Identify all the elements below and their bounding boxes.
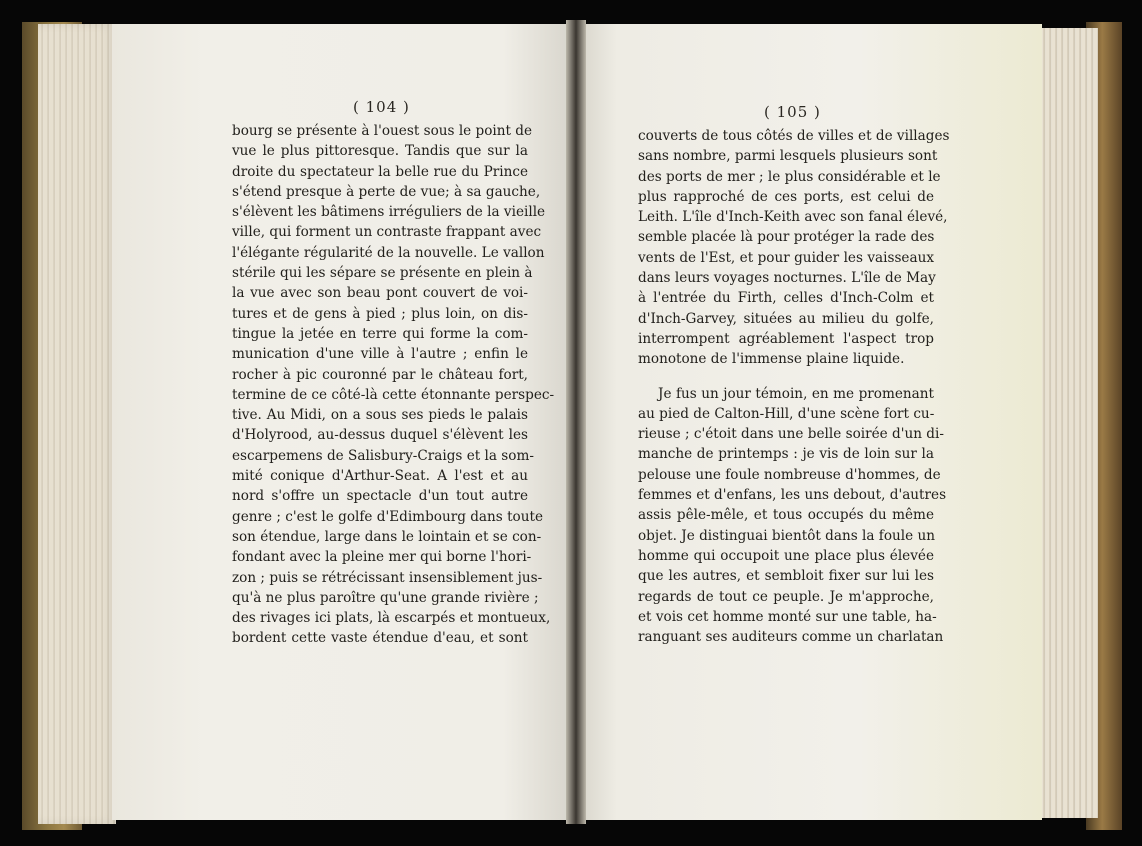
left-page-text bbox=[232, 121, 555, 649]
text-line: l'élégante régularité de la nouvelle. Le vallon bbox=[232, 244, 545, 261]
text-line: son étendue, large dans le lointain et se con- bbox=[232, 528, 542, 545]
right-page-edges bbox=[1034, 28, 1098, 818]
text-line: qu'à ne plus paroître qu'une grande rivière ; bbox=[232, 589, 539, 606]
text-line: et vois cet homme monté sur une table, ha- bbox=[638, 608, 937, 625]
text-line: d'Holyrood, au-dessus duquel s'élèvent les bbox=[232, 427, 528, 444]
text-line: d'Inch-Garvey, situées au milieu du golfe, bbox=[638, 310, 934, 327]
text-line: sans nombre, parmi lesquels plusieurs sont bbox=[638, 148, 938, 165]
text-line: escarpemens de Salisbury-Craigs et la som- bbox=[232, 447, 534, 464]
text-line: plus rapproché de ces ports, est celui de bbox=[638, 188, 934, 205]
text-line: manche de printemps : je vis de loin sur la bbox=[638, 446, 934, 463]
left-page-number: ( 104 ) bbox=[353, 98, 410, 116]
text-line: à l'entrée du Firth, celles d'Inch-Colm et bbox=[638, 290, 934, 307]
text-line: nord s'offre un spectacle d'un tout autre bbox=[232, 488, 528, 505]
text-line: femmes et d'enfans, les uns debout, d'autres bbox=[638, 487, 947, 504]
text-line: termine de ce côté-là cette étonnante perspec- bbox=[232, 386, 555, 403]
text-line: objet. Je distinguai bientôt dans la foule un bbox=[638, 527, 935, 544]
text-line: la vue avec son beau pont couvert de voi- bbox=[232, 285, 528, 302]
text-line: Je fus un jour témoin, en me promenant bbox=[658, 385, 934, 402]
book-gutter bbox=[566, 20, 586, 824]
text-line: s'étend presque à perte de vue; à sa gauche, bbox=[232, 183, 541, 200]
text-line: que les autres, et sembloit fixer sur lui les bbox=[638, 568, 934, 585]
text-line: homme qui occupoit une place plus élevée bbox=[638, 547, 934, 564]
text-line: vue le plus pittoresque. Tandis que sur la bbox=[232, 143, 528, 160]
text-line: assis pêle-mêle, et tous occupés du même bbox=[638, 507, 934, 524]
text-line: ville, qui forment un contraste frappant avec bbox=[232, 224, 542, 241]
text-line: s'élèvent les bâtimens irréguliers de la vieille bbox=[232, 204, 546, 221]
text-line: munication d'une ville à l'autre ; enfin le bbox=[232, 346, 528, 363]
text-line: rieuse ; c'étoit dans une belle soirée d'un di- bbox=[638, 426, 944, 443]
text-line: mité conique d'Arthur-Seat. A l'est et au bbox=[232, 468, 528, 485]
text-line: semble placée là pour protéger la rade des bbox=[638, 229, 935, 246]
text-line: interrompent agréablement l'aspect trop bbox=[638, 330, 934, 347]
text-line: bordent cette vaste étendue d'eau, et sont bbox=[232, 630, 528, 647]
text-line: droite du spectateur la belle rue du Prince bbox=[232, 163, 528, 180]
text-line: vents de l'Est, et pour guider les vaisseaux bbox=[638, 249, 934, 266]
text-line: dans leurs voyages nocturnes. L'île de May bbox=[638, 270, 936, 287]
left-page-edges bbox=[38, 24, 116, 824]
text-line: stérile qui les sépare se présente en plein à bbox=[232, 265, 533, 282]
text-line: fondant avec la pleine mer qui borne l'hori- bbox=[232, 549, 532, 566]
text-line: couverts de tous côtés de villes et de villages bbox=[638, 128, 950, 144]
text-line: pelouse une foule nombreuse d'hommes, de bbox=[638, 466, 941, 483]
text-line: Leith. L'île d'Inch-Keith avec son fanal élevé, bbox=[638, 209, 948, 226]
paragraph-gap bbox=[638, 370, 934, 384]
text-line: au pied de Calton-Hill, d'une scène fort cu- bbox=[638, 405, 935, 422]
text-line: genre ; c'est le golfe d'Edimbourg dans toute bbox=[232, 508, 543, 525]
text-line: rocher à pic couronné par le château fort, bbox=[232, 366, 528, 383]
text-line: bourg se présente à l'ouest sous le point de bbox=[232, 123, 533, 139]
text-line: des ports de mer ; le plus considérable et le bbox=[638, 168, 941, 185]
text-line: regards de tout ce peuple. Je m'approche, bbox=[638, 588, 934, 605]
text-line: tive. Au Midi, on a sous ses pieds le palais bbox=[232, 407, 528, 424]
right-page-text bbox=[638, 126, 950, 647]
text-line: tures et de gens à pied ; plus loin, on dis- bbox=[232, 305, 528, 322]
right-page-number: ( 105 ) bbox=[764, 103, 821, 121]
text-line: des rivages ici plats, là escarpés et montueux, bbox=[232, 610, 551, 627]
text-line: monotone de l'immense plaine liquide. bbox=[638, 351, 905, 368]
text-line: zon ; puis se rétrécissant insensiblement jus- bbox=[232, 569, 543, 586]
text-line: tingue la jetée en terre qui forme la com- bbox=[232, 325, 528, 342]
text-line: ranguant ses auditeurs comme un charlatan bbox=[638, 629, 944, 646]
